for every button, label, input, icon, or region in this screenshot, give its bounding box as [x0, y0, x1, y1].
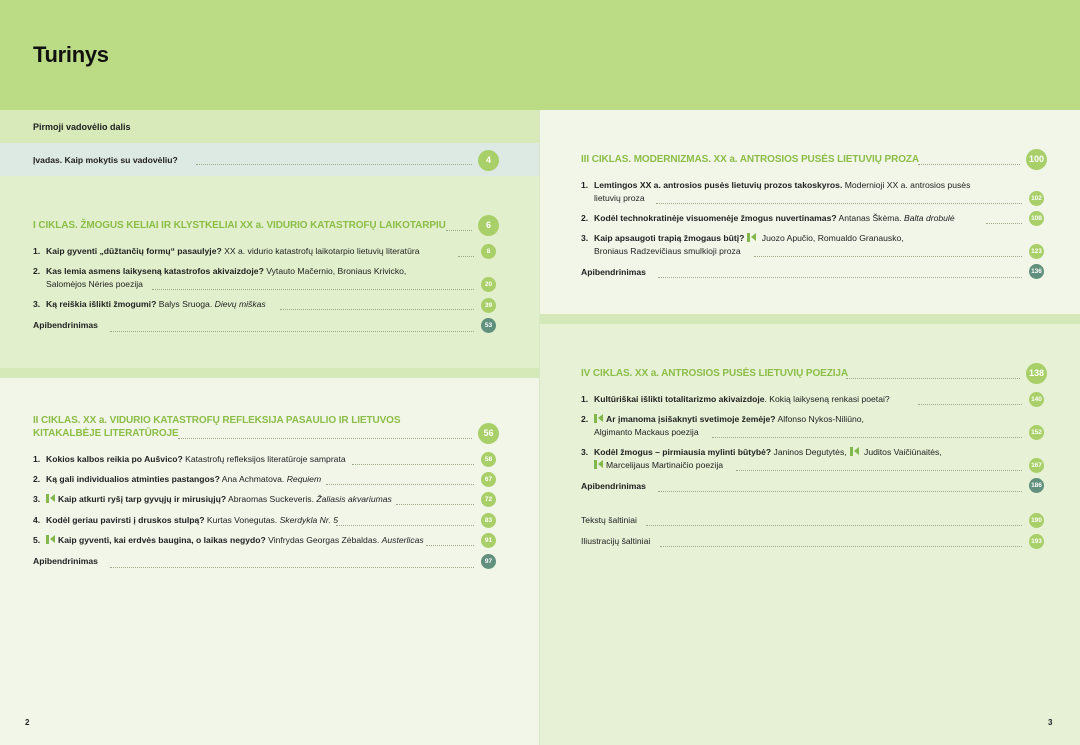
k-icon — [594, 414, 603, 423]
cycle1-item-3[interactable]: 3. Ką reiškia išlikti žmogumi? Balys Sruoga. Dievų miškas — [33, 299, 266, 309]
cycle1-item-2-page: 20 — [481, 277, 496, 292]
leader — [660, 546, 1022, 547]
cycle4-item-3[interactable]: 3. Kodėl žmogus – pirmiausia mylinti būtybė? Janinos Degutytės, Juditos Vaičiūnaitės, — [581, 447, 942, 457]
cycle4-item-3-page: 167 — [1029, 458, 1044, 473]
intro-entry[interactable]: Įvadas. Kaip mokytis su vadovėliu? — [33, 155, 178, 165]
cycle4-item-2-page: 152 — [1029, 425, 1044, 440]
leader — [458, 256, 474, 257]
leader — [754, 256, 1022, 257]
leader — [846, 378, 1020, 379]
k-icon — [46, 494, 55, 503]
cycle2-item-2-page: 67 — [481, 472, 496, 487]
k-icon — [747, 233, 756, 242]
cycle3-item-1-line2: lietuvių proza — [594, 193, 645, 203]
cycle4-item-2-line2: Algimanto Mackaus poezija — [594, 427, 699, 437]
cycle3-item-1-page: 102 — [1029, 191, 1044, 206]
leader — [656, 203, 1022, 204]
cycle4-summary[interactable]: Apibendrinimas — [581, 481, 646, 491]
sources-illustrations-page: 193 — [1029, 534, 1044, 549]
cycle2-heading-line1[interactable]: II CIKLAS. XX a. VIDURIO KATASTROFŲ REFLEKSIJA PASAULIO IR LIETUVOS — [33, 415, 401, 426]
cycle4-divider — [540, 314, 1080, 324]
cycle1-heading[interactable]: I CIKLAS. ŽMOGUS KELIAI IR KLYSTKELIAI XX a. VIDURIO KATASTROFŲ LAIKOTARPIU — [33, 220, 446, 231]
part-label: Pirmoji vadovėlio dalis — [33, 122, 131, 132]
cycle2-item-3[interactable]: 3. Kaip atkurti ryšį tarp gyvųjų ir mirusiųjų? Abraomas Suckeveris. Žaliasis akvariumas — [33, 494, 392, 504]
leader — [646, 525, 1022, 526]
cycle2-divider — [0, 368, 540, 378]
leader — [110, 567, 474, 568]
cycle4-item-2[interactable]: 2. Ar įmanoma įsišaknyti svetimoje žemėje? Alfonso Nykos-Niliūno, — [581, 414, 864, 424]
cycle2-item-1-page: 58 — [481, 452, 496, 467]
cycle3-page-badge: 100 — [1026, 149, 1047, 170]
cycle2-item-5-page: 91 — [481, 533, 496, 548]
cycle2-item-4[interactable]: 4. Kodėl geriau pavirsti į druskos stulpą? Kurtas Vonegutas. Skerdykla Nr. 5 — [33, 515, 338, 525]
page-gutter — [539, 110, 540, 745]
leader — [152, 289, 474, 290]
leader — [986, 223, 1022, 224]
cycle4-page-badge: 138 — [1026, 363, 1047, 384]
cycle3-item-3-line2: Broniaus Radzevičiaus smulkioji proza — [594, 246, 741, 256]
k-icon — [46, 535, 55, 544]
cycle3-item-3-page: 123 — [1029, 244, 1044, 259]
cycle2-summary[interactable]: Apibendrinimas — [33, 556, 98, 566]
page-title: Turinys — [33, 42, 109, 67]
leader — [396, 504, 474, 505]
cycle1-item-1[interactable]: 1. Kaip gyventi „dūžtančių formų“ pasaulyje? XX a. vidurio katastrofų laikotarpio lietuvių literatūra — [33, 246, 420, 256]
cycle4-item-3-line2: Marcelijaus Martinaičio poezija — [594, 459, 723, 472]
leader — [658, 491, 1022, 492]
cycle2-item-5[interactable]: 5. Kaip gyventi, kai erdvės baugina, o laikas negydo? Vinfrydas Georgas Zėbaldas. Austerlicas — [33, 535, 424, 545]
leader — [446, 230, 472, 231]
cycle1-summary[interactable]: Apibendrinimas — [33, 320, 98, 330]
leader — [352, 464, 474, 465]
leader — [196, 164, 472, 165]
cycle3-item-3[interactable]: 3. Kaip apsaugoti trapią žmogaus būtį? Juozo Apučio, Romualdo Granausko, — [581, 233, 904, 243]
cycle1-item-2[interactable]: 2. Kas lemia asmens laikyseną katastrofos akivaizdoje? Vytauto Mačernio, Broniaus Krivicko, — [33, 266, 407, 276]
cycle4-heading[interactable]: IV CIKLAS. XX a. ANTROSIOS PUSĖS LIETUVIŲ POEZIJA — [581, 368, 848, 379]
leader — [336, 525, 474, 526]
cycle1-item-2-line2: Salomėjos Nėries poezija — [46, 279, 143, 289]
cycle3-summary[interactable]: Apibendrinimas — [581, 267, 646, 277]
k-icon — [594, 460, 603, 469]
cycle3-summary-page: 136 — [1029, 264, 1044, 279]
cycle1-item-3-page: 39 — [481, 298, 496, 313]
cycle3-item-1[interactable]: 1. Lemtingos XX a. antrosios pusės lietuvių prozos takoskyros. Modernioji XX a. antrosios pusės — [581, 180, 971, 190]
cycle3-item-2[interactable]: 2. Kodėl technokratinėje visuomenėje žmogus nuvertinamas? Antanas Škėma. Balta drobulė — [581, 213, 955, 223]
leader — [280, 309, 474, 310]
sources-illustrations[interactable]: Iliustracijų šaltiniai — [581, 536, 651, 546]
cycle2-heading-line2[interactable]: KITAKALBĖJE LITERATŪROJE — [33, 428, 179, 439]
leader — [918, 164, 1020, 165]
cycle2-page-badge: 56 — [478, 423, 499, 444]
sources-texts[interactable]: Tekstų šaltiniai — [581, 515, 637, 525]
cycle2-item-3-page: 72 — [481, 492, 496, 507]
leader — [736, 470, 1022, 471]
cycle3-heading[interactable]: III CIKLAS. MODERNIZMAS. XX a. ANTROSIOS PUSĖS LIETUVIŲ PROZA — [581, 154, 920, 165]
page-number-right: 3 — [1048, 718, 1053, 727]
cycle2-item-4-page: 83 — [481, 513, 496, 528]
cycle3-item-2-page: 108 — [1029, 211, 1044, 226]
cycle4-summary-page: 186 — [1029, 478, 1044, 493]
leader — [658, 277, 1022, 278]
cycle1-summary-page: 53 — [481, 318, 496, 333]
sources-texts-page: 190 — [1029, 513, 1044, 528]
cycle2-summary-page: 97 — [481, 554, 496, 569]
k-icon — [850, 447, 859, 456]
leader — [326, 484, 474, 485]
leader — [110, 331, 474, 332]
cycle4-item-1-page: 140 — [1029, 392, 1044, 407]
leader — [712, 437, 1022, 438]
page-number-left: 2 — [25, 718, 30, 727]
cycle2-item-2[interactable]: 2. Ką gali individualios atminties pastangos? Ana Achmatova. Requiem — [33, 474, 322, 484]
leader — [918, 404, 1022, 405]
cycle1-item-1-page: 8 — [481, 244, 496, 259]
header-band — [0, 0, 1080, 110]
leader — [178, 438, 472, 439]
cycle4-item-1[interactable]: 1. Kultūriškai išlikti totalitarizmo akivaizdoje. Kokią laikyseną renkasi poetai? — [581, 394, 890, 404]
cycle1-page-badge: 6 — [478, 215, 499, 236]
cycle2-item-1[interactable]: 1. Kokios kalbos reikia po Aušvico? Katastrofų refleksijos literatūroje samprata — [33, 454, 346, 464]
intro-page-badge: 4 — [478, 150, 499, 171]
leader — [426, 545, 474, 546]
